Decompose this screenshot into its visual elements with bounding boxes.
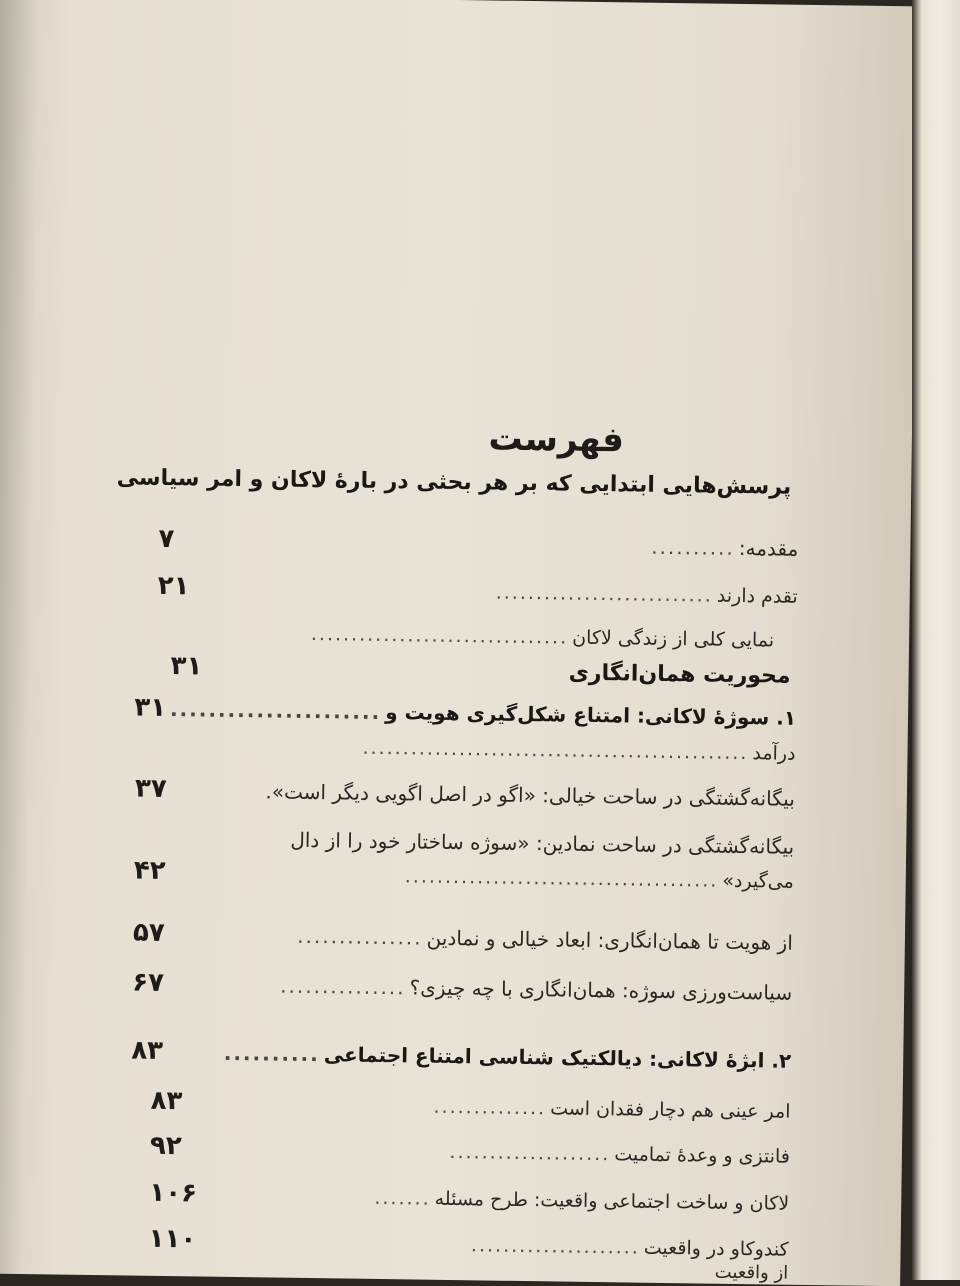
intro-cont-label: تقدم دارند [716,584,798,608]
toc-entry-ch1-heading [170,651,790,690]
intro-page: ۷ [158,523,175,555]
toc-entry-intro [158,524,798,563]
t2-page: ۹۲ [149,1130,182,1162]
toc-entry-intro2 [175,734,795,765]
intro2-label: درآمد [752,742,796,765]
toc-entry-s4 [132,968,792,1007]
s2-page: ۴۲ [133,855,166,886]
intro-leader: .......... [651,534,736,560]
s2-label-line1: بیگانه‌گشتگی در ساحت نمادین: «سوژه ساختار خود را از دال [290,827,795,859]
s4-page: ۶۷ [132,967,165,998]
t2-label: فانتزی و وعدهٔ تمامیت [614,1143,791,1168]
t2-leader: .................... [449,1140,611,1166]
toc-entry-ch1 [134,692,797,732]
toc-entry-s3 [133,918,793,957]
ch1-heading-label: محوریت همان‌انگاری [568,660,791,689]
t4-leader: ..................... [470,1234,641,1259]
t4-page: ۱۱۰ [148,1223,197,1255]
s2-label-line2: می‌گیرد» [722,869,794,893]
s2-leader: ....................................... [404,865,719,892]
s1-label: بیگانه‌گشتگی در ساحت خیالی: «اگو در اصل اگویی دیگر است». [265,779,796,811]
toc-entry-s1 [135,774,795,813]
ch1-title: ۱. سوژهٔ لاکانی: امتناع شکل‌گیری هویت و [385,700,797,730]
intro-heading [116,465,792,500]
s4-leader: ............... [280,973,406,1000]
t1-leader: .............. [433,1095,547,1120]
ch2-page: ۸۳ [131,1035,164,1066]
overview-label: نمایی کلی از زندگی لاکان [572,626,775,652]
t1-label: امر عینی هم دچار فقدان است [550,1097,791,1123]
s3-label: از هویت تا همان‌انگاری: ابعاد خیالی و نمادین [426,925,794,955]
toc-entry-overview [214,622,774,652]
toc-entry-t2 [150,1131,790,1170]
ch2-title: ۲. ابژهٔ لاکانی: دیالکتیک شناسی امتناع اجتماعی [323,1042,792,1073]
s3-leader: ............... [297,923,423,950]
s4-label: سیاست‌ورزی سوژه: همان‌انگاری با چه چیزی؟ [409,975,793,1005]
ch1-heading-page: ۳۱ [170,651,203,682]
t3-leader: ....... [374,1186,431,1210]
t3-page: ۱۰۶ [149,1177,198,1209]
intro-heading-text: پرسش‌هایی ابتدایی که بر هر بحثی در بارهٔ لاکان و امر سیاسی [116,465,792,500]
ch1-page: ۳۱ [134,692,167,723]
t3-label: لاکان و ساخت اجتماعی واقعیت: طرح مسئله [434,1187,790,1215]
ch1-leader: ...................... [169,697,382,724]
s1-page: ۳۷ [134,773,167,804]
toc-entry-s2-line2 [134,856,794,895]
toc-entry-ch2 [131,1036,791,1075]
intro-label: مقدمه: [738,535,799,561]
toc-entry-intro-cont [158,571,798,610]
toc-entry-t3 [149,1178,789,1217]
intro2-leader: ................................................ [362,736,749,765]
toc-title: فهرست [488,418,625,461]
intro-cont-leader: ........................... [495,581,714,607]
intro-cont-page: ۲۱ [157,570,190,602]
ch2-leader: .......... [223,1040,320,1067]
t5-label: از واقعیت [714,1261,789,1284]
toc-entry-s2-line1 [134,826,794,859]
t1-page: ۸۳ [150,1085,183,1117]
s3-page: ۵۷ [132,917,165,948]
toc-entry-t1 [150,1086,790,1125]
overview-leader: ................................ [310,622,569,649]
page-edge [912,0,960,1280]
t4-label: کندوکاو در واقعیت [643,1236,789,1261]
